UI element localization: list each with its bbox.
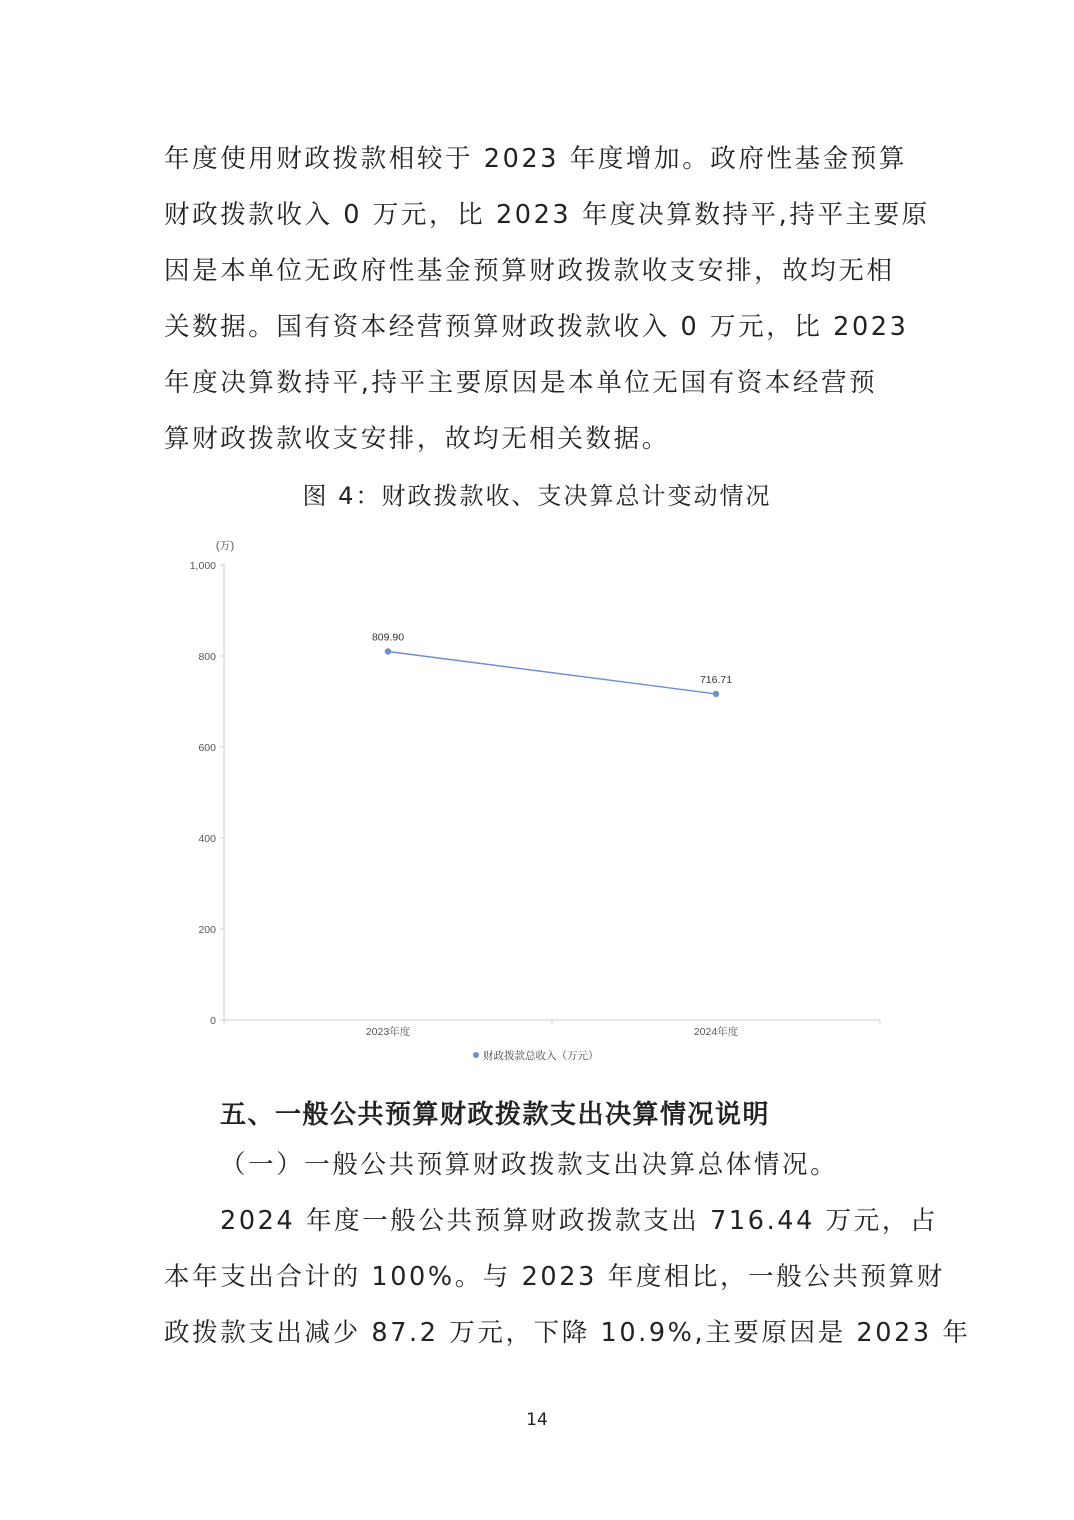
paragraph-line: 因是本单位无政府性基金预算财政拨款收支安排，故均无相 xyxy=(164,256,895,286)
section-heading: 五、一般公共预算财政拨款支出决算情况说明 xyxy=(220,1100,771,1130)
legend-marker xyxy=(473,1052,479,1058)
paragraph-line: 关数据。国有资本经营预算财政拨款收入 0 万元，比 2023 xyxy=(164,312,909,342)
y-tick-label: 400 xyxy=(198,833,216,845)
y-unit-label: (万) xyxy=(215,540,235,552)
paragraph-line: 财政拨款收入 0 万元，比 2023 年度决算数持平,持平主要原 xyxy=(164,200,930,230)
x-tick-label: 2023年度 xyxy=(365,1026,411,1038)
data-label: 809.90 xyxy=(371,631,405,644)
data-label: 716.71 xyxy=(699,673,733,686)
series-line xyxy=(388,651,716,693)
data-point xyxy=(713,691,719,697)
legend-label: 财政拨款总收入（万元） xyxy=(483,1050,599,1062)
y-tick-label: 200 xyxy=(198,924,216,936)
paragraph-line: 政拨款支出减少 87.2 万元，下降 10.9%,主要原因是 2023 年 xyxy=(164,1318,971,1348)
y-tick-label: 1,000 xyxy=(189,560,216,572)
paragraph-line: 年度决算数持平,持平主要原因是本单位无国有资本经营预 xyxy=(164,368,878,398)
page-number: 14 xyxy=(526,1410,548,1430)
x-tick-label: 2024年度 xyxy=(693,1026,739,1038)
paragraph-line: 2024 年度一般公共预算财政拨款支出 716.44 万元，占 xyxy=(220,1206,939,1236)
data-point xyxy=(385,648,391,654)
paragraph-line: 本年支出合计的 100%。与 2023 年度相比，一般公共预算财 xyxy=(164,1262,945,1292)
sub-heading: （一）一般公共预算财政拨款支出决算总体情况。 xyxy=(220,1150,839,1180)
paragraph-line: 年度使用财政拨款相较于 2023 年度增加。政府性基金预算 xyxy=(164,144,908,174)
line-chart xyxy=(0,530,1074,1070)
y-tick-label: 0 xyxy=(210,1015,216,1027)
figure-caption: 图 4：财政拨款收、支决算总计变动情况 xyxy=(302,482,772,510)
y-tick-label: 800 xyxy=(198,651,216,663)
paragraph-line: 算财政拨款收支安排，故均无相关数据。 xyxy=(164,424,670,454)
y-tick-label: 600 xyxy=(198,742,216,754)
